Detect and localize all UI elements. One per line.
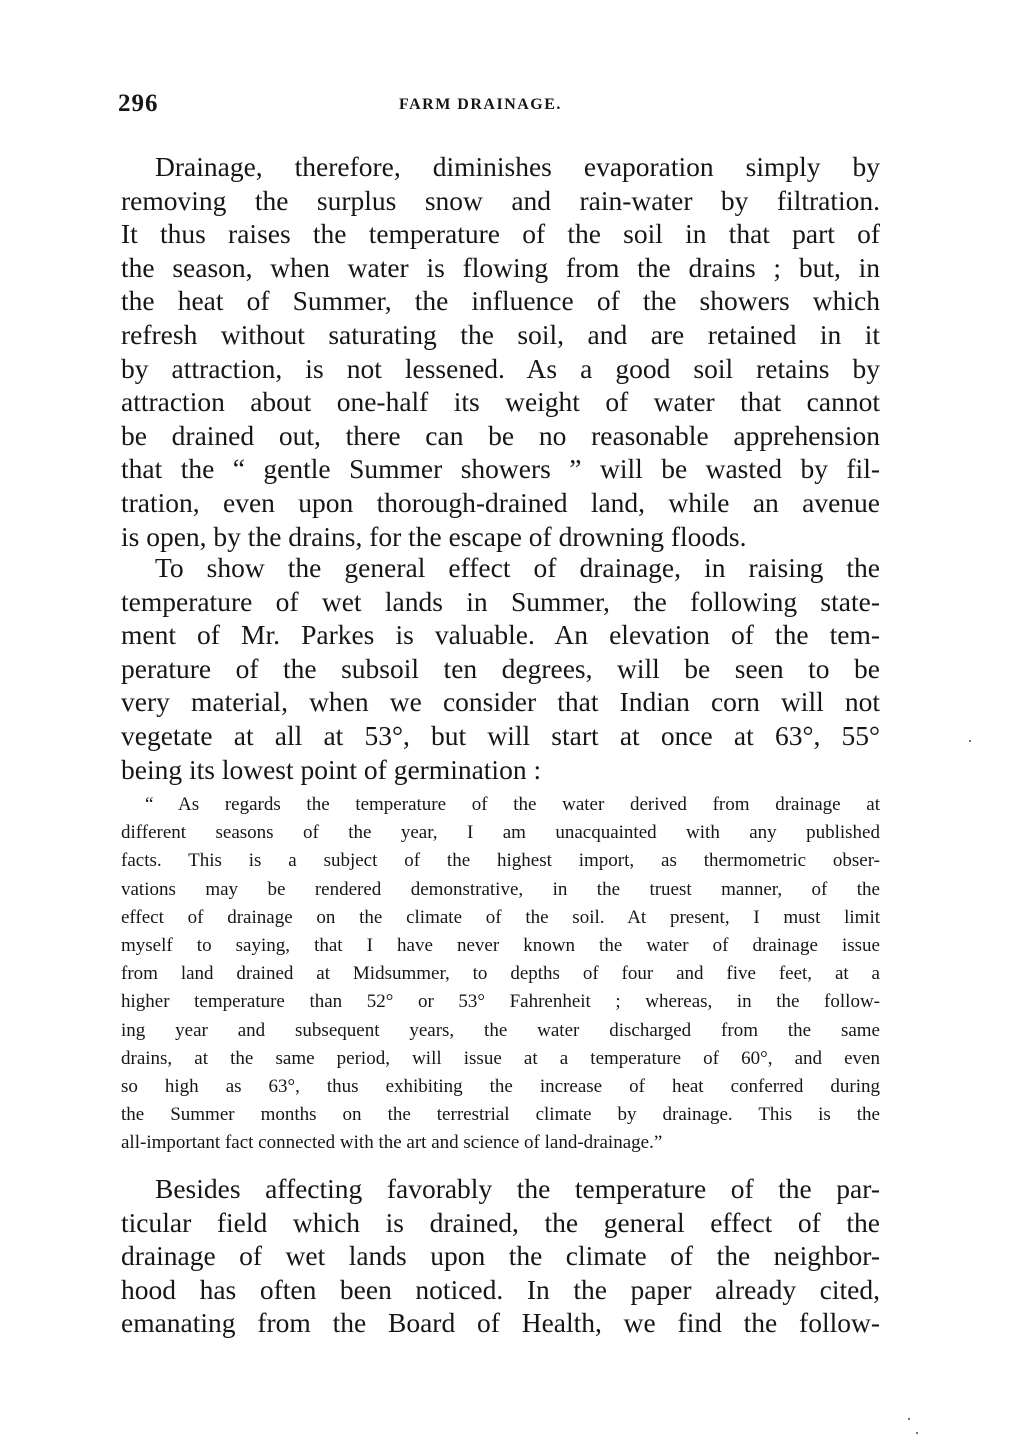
paragraph-1 [121,150,880,553]
quote-line: vations may be rendered demonstrative, in the truest manner, of the [121,878,880,900]
quote-line: the Summer months on the terrestrial climate by drainage. This is the [121,1104,880,1126]
quote-line: higher temperature than 52° or 53° Fahrenheit ; whereas, in the follow- [121,991,880,1013]
text-line: emanating from the Board of Health, we find the follow- [121,1307,880,1339]
quote-line: facts. This is a subject of the highest import, as thermometric obser- [121,850,880,872]
text-line: very material, when we consider that Indian corn will not [121,686,880,718]
text-line: refresh without saturating the soil, and are retained in it [121,318,880,350]
text-line: be drained out, there can be no reasonable apprehension [121,419,880,451]
text-line: vegetate at all at 53°, but will start at once at 63°, 55° [121,719,880,751]
paragraph-2 [121,551,880,786]
scan-speck [916,1432,918,1434]
text-line: Besides affecting favorably the temperature of the par- [155,1173,880,1204]
text-line: tration, even upon thorough-drained land, while an avenue [121,486,880,518]
quote-line: so high as 63°, thus exhibiting the increase of heat conferred during [121,1075,880,1097]
quote-line: “ As regards the temperature of the water derived from drainage at [145,794,880,815]
quote-line: ing year and subsequent years, the water discharged from the same [121,1019,880,1041]
text-line: the season, when water is flowing from the drains ; but, in [121,251,880,283]
text-line: hood has often been noticed. In the paper already cited, [121,1273,880,1305]
block-quotation [121,791,880,1157]
scan-speck [908,1418,910,1420]
quote-line: drains, at the same period, will issue at a temperature of 60°, and even [121,1047,880,1069]
text-line: ment of Mr. Parkes is valuable. An elevation of the tem- [121,619,880,651]
text-line: To show the general effect of drainage, in raising the [155,552,880,583]
text-line: that the “ gentle Summer showers ” will be wasted by fil- [121,453,880,485]
scan-speck [969,740,971,742]
text-line: drainage of wet lands upon the climate of the neighbor- [121,1240,880,1272]
page-number: 296 [118,90,159,117]
text-line: being its lowest point of germination : [121,753,542,785]
text-line: It thus raises the temperature of the soil in that part of [121,218,880,250]
text-line: is open, by the drains, for the escape of drowning floods. [121,520,747,552]
text-line: attraction about one-half its weight of water that cannot [121,386,880,418]
quote-line: all-important fact connected with the art and science of land-drainage.” [121,1132,663,1154]
text-line: removing the surplus snow and rain-water by filtration. [121,184,880,216]
text-line: temperature of wet lands in Summer, the following state- [121,585,880,617]
running-head [118,90,884,122]
text-line: the heat of Summer, the influence of the showers which [121,285,880,317]
text-line: perature of the subsoil ten degrees, will be seen to be [121,652,880,684]
text-line: Drainage, therefore, diminishes evaporation simply by [155,151,880,182]
paragraph-4 [121,1172,880,1340]
quote-line: from land drained at Midsummer, to depths of four and five feet, at a [121,963,880,985]
quote-line: different seasons of the year, I am unacquainted with any published [121,822,880,844]
quote-line: myself to saying, that I have never known the water of drainage issue [121,934,880,956]
text-line: ticular field which is drained, the general effect of the [121,1206,880,1238]
text-line: by attraction, is not lessened. As a good soil retains by [121,352,880,384]
running-title: FARM DRAINAGE. [399,96,562,113]
quote-line: effect of drainage on the climate of the soil. At present, I must limit [121,906,880,928]
